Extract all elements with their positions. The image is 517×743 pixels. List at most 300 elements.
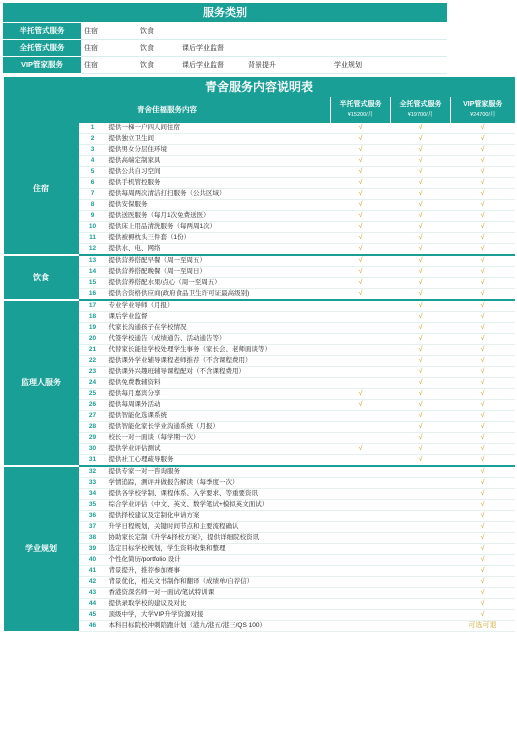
row-number: 45 <box>79 610 107 621</box>
row-number: 15 <box>79 278 107 289</box>
check-mark-icon: √ <box>451 222 515 233</box>
check-cell <box>331 599 391 610</box>
row-number: 35 <box>79 500 107 511</box>
service-category-title: 服务类别 <box>3 3 447 22</box>
check-mark-icon: √ <box>451 244 515 256</box>
row-description: 专业学业导师（月报） <box>107 300 331 312</box>
check-cell <box>391 522 451 533</box>
row-description: 提供公共自习空间 <box>107 167 331 178</box>
check-mark-icon: √ <box>451 588 515 599</box>
check-mark-icon: √ <box>331 200 391 211</box>
check-cell <box>331 356 391 367</box>
check-mark-icon: √ <box>331 189 391 200</box>
check-cell <box>391 533 451 544</box>
service-row <box>4 466 515 478</box>
check-mark-icon: √ <box>391 289 451 301</box>
check-mark-icon: √ <box>451 411 515 422</box>
row-number: 38 <box>79 533 107 544</box>
service-row <box>4 211 515 222</box>
check-cell <box>391 599 451 610</box>
check-mark-icon: √ <box>451 378 515 389</box>
check-mark-icon: √ <box>391 200 451 211</box>
check-mark-icon: √ <box>451 267 515 278</box>
service-category-label: VIP管家服务 <box>3 56 81 73</box>
service-row <box>4 566 515 577</box>
vip-service-name: VIP管家服务 <box>463 101 503 108</box>
row-description: 提供择校建议及定制化申请方案 <box>107 511 331 522</box>
check-cell <box>331 621 391 632</box>
check-mark-icon: √ <box>391 433 451 444</box>
row-number: 9 <box>79 211 107 222</box>
check-cell <box>391 577 451 588</box>
row-number: 13 <box>79 255 107 267</box>
check-mark-icon: √ <box>391 134 451 145</box>
check-mark-icon: √ <box>451 444 515 455</box>
check-cell <box>331 411 391 422</box>
row-description: 提供一梯一户四人间住宿 <box>107 123 331 134</box>
check-mark-icon: √ <box>331 278 391 289</box>
row-number: 22 <box>79 356 107 367</box>
service-row <box>4 356 515 367</box>
row-number: 23 <box>79 367 107 378</box>
row-number: 43 <box>79 588 107 599</box>
check-mark-icon: √ <box>331 222 391 233</box>
check-mark-icon: √ <box>451 555 515 566</box>
row-number: 14 <box>79 267 107 278</box>
check-mark-icon: √ <box>391 334 451 345</box>
check-mark-icon: √ <box>391 178 451 189</box>
vip-service-price: ¥24700/月 <box>470 112 496 118</box>
check-cell <box>331 422 391 433</box>
row-description: 提供营养搭配晚餐（周一至周日） <box>107 267 331 278</box>
content-column-header: 青舍佳福服务内容 <box>4 97 331 123</box>
row-description: 提供床上用品清洗服务（每两周1次） <box>107 222 331 233</box>
row-description: 提供每周课外活动 <box>107 400 331 411</box>
check-mark-icon: √ <box>391 300 451 312</box>
service-row <box>4 511 515 522</box>
optional-note: 可选可退 <box>451 621 515 632</box>
service-row <box>4 267 515 278</box>
check-mark-icon: √ <box>331 211 391 222</box>
service-category-item: 住宿 <box>81 39 137 56</box>
row-number: 18 <box>79 312 107 323</box>
row-description: 选定目标学校规划，学生资料收集和整理 <box>107 544 331 555</box>
row-description: 个性化简历/portfolio 设计 <box>107 555 331 566</box>
service-row <box>4 244 515 256</box>
row-description: 提供社工心理疏导服务 <box>107 455 331 467</box>
half-service-price: ¥15200/月 <box>347 112 374 118</box>
check-cell <box>331 511 391 522</box>
check-cell <box>391 621 451 632</box>
vip-service-header <box>451 97 515 123</box>
check-mark-icon: √ <box>391 444 451 455</box>
service-category-item <box>331 39 447 56</box>
check-mark-icon: √ <box>331 233 391 244</box>
check-cell <box>331 478 391 489</box>
row-number: 21 <box>79 345 107 356</box>
row-number: 12 <box>79 244 107 256</box>
row-description: 提供独立卫生间 <box>107 134 331 145</box>
check-cell <box>331 533 391 544</box>
check-mark-icon: √ <box>451 178 515 189</box>
service-row <box>4 599 515 610</box>
check-mark-icon: √ <box>391 222 451 233</box>
category-2-label: 监理人服务 <box>4 300 79 466</box>
check-mark-icon: √ <box>391 244 451 256</box>
row-description: 提供智能化选课系统 <box>107 411 331 422</box>
check-mark-icon: √ <box>331 244 391 256</box>
check-mark-icon: √ <box>451 312 515 323</box>
row-number: 44 <box>79 599 107 610</box>
check-cell <box>331 367 391 378</box>
check-cell <box>331 300 391 312</box>
row-description: 提供送医服务（每月1次免费送医） <box>107 211 331 222</box>
check-mark-icon: √ <box>331 444 391 455</box>
check-mark-icon: √ <box>331 134 391 145</box>
service-category-item: 饮食 <box>137 22 179 39</box>
check-mark-icon: √ <box>451 599 515 610</box>
check-cell <box>391 511 451 522</box>
row-description: 提供课外学业辅导课程老师推荐（不含课程费用） <box>107 356 331 367</box>
row-number: 26 <box>79 400 107 411</box>
check-mark-icon: √ <box>391 145 451 156</box>
service-row <box>4 189 515 200</box>
row-number: 1 <box>79 123 107 134</box>
category-3-label: 学业规划 <box>4 466 79 632</box>
row-number: 36 <box>79 511 107 522</box>
service-row <box>4 167 515 178</box>
service-row <box>4 489 515 500</box>
row-number: 8 <box>79 200 107 211</box>
row-description: 提供男女分层住环境 <box>107 145 331 156</box>
check-cell <box>331 312 391 323</box>
full-service-name: 全托管式服务 <box>399 101 442 108</box>
check-mark-icon: √ <box>451 400 515 411</box>
half-service-header <box>331 97 391 123</box>
row-number: 19 <box>79 323 107 334</box>
service-row <box>4 289 515 301</box>
check-mark-icon: √ <box>391 323 451 334</box>
check-mark-icon: √ <box>451 422 515 433</box>
check-mark-icon: √ <box>391 123 451 134</box>
service-category-row <box>3 22 447 39</box>
check-mark-icon: √ <box>331 267 391 278</box>
row-number: 17 <box>79 300 107 312</box>
full-service-header <box>391 97 451 123</box>
service-row <box>4 323 515 334</box>
service-category-item: 饮食 <box>137 56 179 73</box>
row-description: 顶级中学，大学VIP升学资源对接 <box>107 610 331 621</box>
row-description: 提供合资格供应商(政府食品卫生许可证最高级别) <box>107 289 331 301</box>
service-row <box>4 478 515 489</box>
check-mark-icon: √ <box>451 367 515 378</box>
row-description: 代家长沟通孩子在学校情况 <box>107 323 331 334</box>
check-mark-icon: √ <box>391 278 451 289</box>
service-category-item: 背景提升 <box>245 56 331 73</box>
check-mark-icon: √ <box>391 378 451 389</box>
row-number: 16 <box>79 289 107 301</box>
service-category-label: 全托管式服务 <box>3 39 81 56</box>
service-row <box>4 400 515 411</box>
service-category-item: 课后学业监督 <box>179 56 245 73</box>
row-description: 提供营养搭配水果/点心（周一至周五） <box>107 278 331 289</box>
row-number: 37 <box>79 522 107 533</box>
row-number: 5 <box>79 167 107 178</box>
check-mark-icon: √ <box>331 123 391 134</box>
check-mark-icon: √ <box>451 544 515 555</box>
row-description: 背景提升，推荐参加赛事 <box>107 566 331 577</box>
row-description: 提供专家一对一咨询服务 <box>107 466 331 478</box>
row-description: 提供智能化家长学业沟通系统（月报） <box>107 422 331 433</box>
row-description: 提供安保服务 <box>107 200 331 211</box>
service-row <box>4 389 515 400</box>
check-mark-icon: √ <box>391 156 451 167</box>
row-number: 46 <box>79 621 107 632</box>
full-service-price: ¥19700/月 <box>407 112 434 118</box>
check-cell <box>391 489 451 500</box>
check-cell <box>331 378 391 389</box>
check-cell <box>391 478 451 489</box>
row-number: 6 <box>79 178 107 189</box>
service-row <box>4 156 515 167</box>
check-cell <box>391 555 451 566</box>
check-mark-icon: √ <box>451 211 515 222</box>
check-cell <box>331 323 391 334</box>
check-cell <box>391 544 451 555</box>
row-description: 代替家长能往学校处理学生事务（家长会、老师面谈等） <box>107 345 331 356</box>
row-number: 42 <box>79 577 107 588</box>
row-description: 提供各学校学制、课程体系、入学要求、等重要资讯 <box>107 489 331 500</box>
check-mark-icon: √ <box>391 267 451 278</box>
service-category-item <box>245 22 331 39</box>
row-description: 背景优化，相关文书制作和翻译（成绩单/自荐信） <box>107 577 331 588</box>
row-description: 提供水、电、网络 <box>107 244 331 256</box>
category-0-label: 住宿 <box>4 123 79 255</box>
row-number: 20 <box>79 334 107 345</box>
service-content-title: 青舍服务内容说明表 <box>4 77 515 97</box>
check-cell <box>331 610 391 621</box>
check-cell <box>331 566 391 577</box>
service-row <box>4 145 515 156</box>
check-mark-icon: √ <box>451 233 515 244</box>
check-cell <box>391 610 451 621</box>
service-row <box>4 610 515 621</box>
service-category-row <box>3 39 447 56</box>
check-cell <box>391 566 451 577</box>
check-mark-icon: √ <box>451 522 515 533</box>
row-description: 提供录取学校的建议及对比 <box>107 599 331 610</box>
check-mark-icon: √ <box>451 345 515 356</box>
service-row <box>4 577 515 588</box>
check-mark-icon: √ <box>391 255 451 267</box>
row-number: 34 <box>79 489 107 500</box>
check-mark-icon: √ <box>451 156 515 167</box>
row-description: 本科目标院校冲刺陪跑计划（港九/港五/港三/QS 100） <box>107 621 331 632</box>
row-description: 校长一对一面谈（每学期一次） <box>107 433 331 444</box>
service-category-item <box>331 22 447 39</box>
service-category-item <box>179 22 245 39</box>
row-description: 学情追踪，测评并做报告解读（每季度一次） <box>107 478 331 489</box>
check-mark-icon: √ <box>451 489 515 500</box>
service-row <box>4 533 515 544</box>
category-1-label: 饮食 <box>4 255 79 300</box>
row-number: 31 <box>79 455 107 467</box>
check-mark-icon: √ <box>451 577 515 588</box>
row-number: 7 <box>79 189 107 200</box>
check-mark-icon: √ <box>391 411 451 422</box>
check-mark-icon: √ <box>391 422 451 433</box>
row-number: 40 <box>79 555 107 566</box>
row-number: 28 <box>79 422 107 433</box>
check-mark-icon: √ <box>391 455 451 467</box>
row-description: 提供被褥枕头三件套（1份） <box>107 233 331 244</box>
service-category-item: 饮食 <box>137 39 179 56</box>
row-description: 提供每周两次清洁打扫服务（公共区域） <box>107 189 331 200</box>
row-number: 3 <box>79 145 107 156</box>
row-description: 协助家长定制《升学&择校方案》，提供详细院校资讯 <box>107 533 331 544</box>
row-description: 香港资深名师一对一面试/笔试特训课 <box>107 588 331 599</box>
row-number: 30 <box>79 444 107 455</box>
check-mark-icon: √ <box>451 200 515 211</box>
check-cell <box>331 577 391 588</box>
service-row <box>4 278 515 289</box>
check-mark-icon: √ <box>451 433 515 444</box>
row-number: 29 <box>79 433 107 444</box>
service-row <box>4 312 515 323</box>
check-mark-icon: √ <box>331 156 391 167</box>
check-mark-icon: √ <box>391 345 451 356</box>
check-mark-icon: √ <box>451 455 515 467</box>
check-cell <box>331 522 391 533</box>
service-category-label: 半托管式服务 <box>3 22 81 39</box>
check-mark-icon: √ <box>451 167 515 178</box>
check-mark-icon: √ <box>331 167 391 178</box>
row-description: 提供每月嘉宾分享 <box>107 389 331 400</box>
service-category-item <box>245 39 331 56</box>
half-service-name: 半托管式服务 <box>339 101 382 108</box>
check-mark-icon: √ <box>331 400 391 411</box>
check-cell <box>391 500 451 511</box>
service-row <box>4 621 515 632</box>
check-mark-icon: √ <box>451 466 515 478</box>
check-mark-icon: √ <box>391 189 451 200</box>
check-mark-icon: √ <box>451 145 515 156</box>
service-row <box>4 300 515 312</box>
row-description: 提供免费教辅资料 <box>107 378 331 389</box>
check-mark-icon: √ <box>391 389 451 400</box>
row-number: 27 <box>79 411 107 422</box>
service-row <box>4 588 515 599</box>
check-mark-icon: √ <box>451 566 515 577</box>
service-row <box>4 200 515 211</box>
check-mark-icon: √ <box>451 255 515 267</box>
check-mark-icon: √ <box>391 312 451 323</box>
check-mark-icon: √ <box>331 255 391 267</box>
service-category-item: 课后学业监督 <box>179 39 245 56</box>
check-cell <box>331 489 391 500</box>
check-cell <box>331 334 391 345</box>
check-mark-icon: √ <box>391 367 451 378</box>
row-number: 4 <box>79 156 107 167</box>
check-cell <box>331 345 391 356</box>
check-mark-icon: √ <box>391 356 451 367</box>
check-mark-icon: √ <box>451 533 515 544</box>
service-row <box>4 444 515 455</box>
row-number: 41 <box>79 566 107 577</box>
service-row <box>4 367 515 378</box>
check-mark-icon: √ <box>451 610 515 621</box>
row-number: 10 <box>79 222 107 233</box>
row-number: 39 <box>79 544 107 555</box>
row-description: 提供手机管控服务 <box>107 178 331 189</box>
check-mark-icon: √ <box>391 233 451 244</box>
check-mark-icon: √ <box>451 278 515 289</box>
service-category-item: 学业规划 <box>331 56 447 73</box>
check-mark-icon: √ <box>391 211 451 222</box>
check-mark-icon: √ <box>451 511 515 522</box>
service-row <box>4 422 515 433</box>
check-cell <box>391 466 451 478</box>
row-description: 课后学业监督 <box>107 312 331 323</box>
service-content-table <box>3 77 515 633</box>
row-description: 提供高端定制家具 <box>107 156 331 167</box>
row-description: 提供课外兴趣班辅导课程配对（不含课程费用） <box>107 367 331 378</box>
service-category-item: 住宿 <box>81 22 137 39</box>
service-row <box>4 178 515 189</box>
check-mark-icon: √ <box>451 334 515 345</box>
service-row <box>4 334 515 345</box>
row-description: 提供学业评估测试 <box>107 444 331 455</box>
check-mark-icon: √ <box>451 478 515 489</box>
check-cell <box>331 433 391 444</box>
check-mark-icon: √ <box>451 134 515 145</box>
service-row <box>4 555 515 566</box>
service-category-table <box>3 3 447 74</box>
service-row <box>4 222 515 233</box>
check-cell <box>391 588 451 599</box>
check-cell <box>331 455 391 467</box>
check-mark-icon: √ <box>331 145 391 156</box>
row-number: 33 <box>79 478 107 489</box>
service-row <box>4 411 515 422</box>
service-row <box>4 123 515 134</box>
check-cell <box>331 466 391 478</box>
check-mark-icon: √ <box>331 178 391 189</box>
row-description: 升学日程规划，关键时间节点和主要流程确认 <box>107 522 331 533</box>
row-description: 代签学校通告（成绩通告、活动通告等） <box>107 334 331 345</box>
check-mark-icon: √ <box>451 500 515 511</box>
check-mark-icon: √ <box>331 389 391 400</box>
service-row <box>4 522 515 533</box>
row-number: 32 <box>79 466 107 478</box>
service-row <box>4 433 515 444</box>
service-row <box>4 233 515 244</box>
service-row <box>4 500 515 511</box>
service-row <box>4 544 515 555</box>
check-mark-icon: √ <box>451 189 515 200</box>
check-mark-icon: √ <box>451 300 515 312</box>
check-mark-icon: √ <box>391 400 451 411</box>
service-row <box>4 378 515 389</box>
check-mark-icon: √ <box>451 323 515 334</box>
check-cell <box>331 588 391 599</box>
service-row <box>4 134 515 145</box>
check-mark-icon: √ <box>451 289 515 301</box>
check-cell <box>331 555 391 566</box>
check-cell <box>331 544 391 555</box>
service-row <box>4 255 515 267</box>
service-category-row <box>3 56 447 73</box>
